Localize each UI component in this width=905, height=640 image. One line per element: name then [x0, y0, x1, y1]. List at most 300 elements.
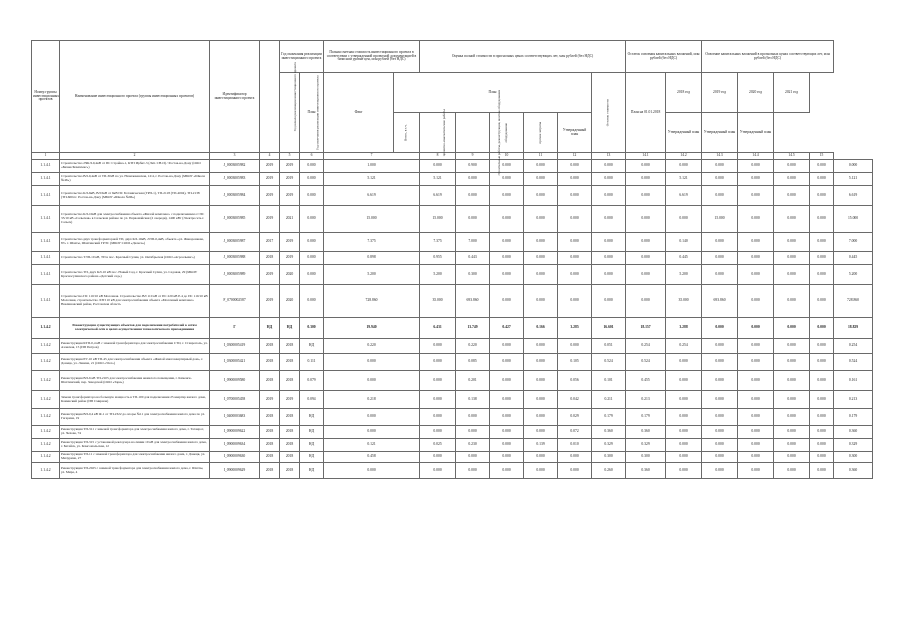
row-remain-value: 0.213 — [626, 391, 666, 409]
row-num: 1.1.4.2 — [32, 354, 60, 371]
row-remain-value: 0.000 — [774, 160, 810, 173]
row-remain-value: 0.000 — [702, 439, 738, 452]
row-remain-value: 0.000 — [626, 285, 666, 318]
row-remain-value: 0.360 — [626, 426, 666, 439]
row-remain-value: 18.157 — [626, 318, 666, 339]
row-remain-value: 0.000 — [702, 265, 738, 285]
row-cost-value: 0.201 — [456, 371, 490, 391]
table-row — [32, 186, 873, 206]
row-cost-value: 0.000 — [490, 463, 524, 479]
row-remain-value: 0.329 — [626, 439, 666, 452]
row-remain-value: 0.000 — [592, 265, 626, 285]
row-name: Строительство ПС 110/10 кВ Молочная. Строительство ВЛ 110 кВ от ПС 220 кВ Р-4 до ПС 110/10 кВ Молочная, строительство ЛЭП 10 кВ для электроснабжения объекта «Молочный комплекс» Неклиновский район, Ростовская область — [60, 285, 210, 318]
row-cost-value: 7.000 — [456, 233, 490, 252]
row-remain-value: 0.000 — [592, 285, 626, 318]
row-cost-value: 3.285 — [558, 318, 592, 339]
table-row — [32, 173, 873, 186]
row-name: Реконструкция существующих объектов для подключения потребителей к сетям электрической сети в целях осуществления технологического присоединения — [60, 318, 210, 339]
row-cost-value: 7.375 — [420, 233, 456, 252]
row-id: I_0900009630 — [210, 452, 260, 463]
row-remain-value: 0.000 — [702, 354, 738, 371]
row-num: 1.1.4.2 — [32, 409, 60, 426]
row-cost-value: 0.010 — [558, 439, 592, 452]
row-fact: 0.458 — [324, 452, 420, 463]
row-num: 1.1.4.1 — [32, 233, 60, 252]
row-end: 2021 — [280, 206, 300, 233]
row-id: J_0003005988 — [210, 252, 260, 265]
row-id: I_0900009622 — [210, 426, 260, 439]
row-fact: 19.940 — [324, 318, 420, 339]
row-end: 2020 — [280, 285, 300, 318]
row-remain-value: 0.179 — [626, 409, 666, 426]
row-cost-value: 0.000 — [456, 186, 490, 206]
row-remain-value: 15.000 — [834, 206, 873, 233]
col-y2021: 2021 год — [774, 73, 810, 113]
row-remain-value: 0.179 — [834, 409, 873, 426]
row-cost-value: 0.000 — [524, 339, 558, 354]
row-start: 2019 — [260, 285, 280, 318]
row-remain-value: 0.000 — [702, 233, 738, 252]
column-number: 6 — [300, 153, 324, 160]
row-name: Реконструкция ТП-2025 с заменой трансформатора для электроснабжения жилого дома, г. Шахты, ул. Мира, 4 — [60, 463, 210, 479]
row-cost-value: 0.000 — [490, 409, 524, 426]
row-start: 2018 — [260, 339, 280, 354]
column-number: 15 — [810, 153, 834, 160]
row-remain-value: 0.000 — [738, 186, 774, 206]
row-cost-value: 0.000 — [490, 339, 524, 354]
row-remain-value: 0.000 — [810, 463, 834, 479]
row-id: I_0900009629 — [210, 463, 260, 479]
row-end: 2018 — [280, 439, 300, 452]
row-cost-value: 0.000 — [420, 339, 456, 354]
column-number: 14.2 — [666, 153, 702, 160]
row-remain-value: 18.829 — [834, 318, 873, 339]
row-id: I_0900009580 — [210, 371, 260, 391]
row-remain-value: 0.000 — [666, 463, 702, 479]
row-remain-value: 0.000 — [774, 439, 810, 452]
col-plan: План — [300, 73, 324, 153]
table-row — [32, 318, 873, 339]
row-remain-value: 0.300 — [592, 452, 626, 463]
row-cost-value: 0.000 — [490, 160, 524, 173]
row-end: 2018 — [280, 426, 300, 439]
row-remain-value: 0.360 — [592, 426, 626, 439]
row-remain-value: 0.000 — [738, 339, 774, 354]
row-start: 2019 — [260, 186, 280, 206]
row-name: Замена трансформатора на большую мощность в ТП-100 для подключения 25 квартир жилого дома, Каменский район (ИП Смирнов) — [60, 391, 210, 409]
row-id: J_0003005983 — [210, 173, 260, 186]
row-fact: 0.220 — [324, 339, 420, 354]
col-remain-plan: План на 01.01.2018 — [626, 73, 666, 153]
row-remain-value: 0.000 — [774, 318, 810, 339]
row-cost-value: 0.000 — [524, 354, 558, 371]
row-plan: 0.300 — [300, 318, 324, 339]
row-cost-value: 0.000 — [558, 285, 592, 318]
row-remain-value: 0.000 — [738, 391, 774, 409]
row-name: Строительство КЛ-10кВ для электроснабжения объекта «Жилой комплекс» с подключением от ПС 35/10 кВ «Сальская» в Сальском районе по ул. Первомайская (2 очереди), 1400 кВт (Электросеть г. Сальск) — [60, 206, 210, 233]
row-remain-value: 0.000 — [738, 409, 774, 426]
row-cost-value: 5.200 — [420, 265, 456, 285]
row-cost-value: 0.000 — [558, 339, 592, 354]
row-cost-value: 0.000 — [524, 391, 558, 409]
row-remain-value: 0.000 — [702, 452, 738, 463]
column-number: 13 — [592, 153, 626, 160]
col-name: Наименование инвестиционного проекта (группы инвестиционных проектов) — [60, 41, 210, 153]
row-cost-value: 0.000 — [420, 160, 456, 173]
row-name: Строительство ТП, двух КЛ-10 кВ пос. Новый Сад, г. Красный Сулин, ул. Садовая, 29 (МКОУ Красносулинского района «Детский сад») — [60, 265, 210, 285]
row-num: 1.1.4.2 — [32, 452, 60, 463]
row-id: I_0700005458 — [210, 391, 260, 409]
table-row — [32, 439, 873, 452]
row-cost-value: 0.000 — [524, 426, 558, 439]
row-cost-value: 0.000 — [490, 186, 524, 206]
row-remain-value: 5.121 — [834, 173, 873, 186]
col-est-group: Оценка полной стоимости в прогнозных ценах соответствующих лет, млн рублей (без НДС) — [420, 41, 626, 73]
row-cost-value: 0.955 — [420, 252, 456, 265]
row-remain-value: 0.000 — [666, 391, 702, 409]
row-remain-value: 0.140 — [666, 233, 702, 252]
row-cost-value: 0.000 — [490, 285, 524, 318]
row-remain-value: 0.000 — [702, 426, 738, 439]
col-y2020: 2020 год — [738, 73, 774, 113]
row-cost-value: 0.085 — [456, 354, 490, 371]
row-remain-value: 0.360 — [834, 426, 873, 439]
col-approved-1: Утвержденный план — [558, 113, 592, 153]
row-cost-value: 0.000 — [524, 206, 558, 233]
row-remain-value: 0.000 — [666, 160, 702, 173]
row-remain-value: 0.000 — [702, 318, 738, 339]
row-remain-value: 0.000 — [738, 285, 774, 318]
row-remain-value: 35.000 — [666, 285, 702, 318]
row-remain-value: 0.000 — [738, 452, 774, 463]
row-cost-value: 0.000 — [558, 186, 592, 206]
row-fact: 1.000 — [324, 160, 420, 173]
table-row — [32, 463, 873, 479]
row-num: 1.1.4.2 — [32, 318, 60, 339]
row-cost-value: 0.000 — [524, 409, 558, 426]
row-remain-value: 0.000 — [810, 265, 834, 285]
row-cost-value: 0.000 — [558, 160, 592, 173]
row-cost-value: 0.166 — [524, 318, 558, 339]
row-remain-value: 0.329 — [592, 439, 626, 452]
row-cost-value: 693.860 — [456, 285, 490, 318]
row-start: 2019 — [260, 160, 280, 173]
row-num: 1.1.4.2 — [32, 426, 60, 439]
row-cost-value: 0.000 — [524, 173, 558, 186]
row-cost-value: 0.000 — [524, 285, 558, 318]
row-remain-value: 0.000 — [738, 463, 774, 479]
col-start: Год начала реализации инвестиционного проекта — [260, 41, 280, 153]
row-plan: 0.079 — [300, 371, 324, 391]
row-cost-value: 0.000 — [558, 233, 592, 252]
col-y2018: 2018 год — [666, 73, 702, 113]
row-id: J_0003005987 — [210, 233, 260, 252]
row-num: 1.1.4.1 — [32, 186, 60, 206]
row-cost-value: 0.000 — [490, 391, 524, 409]
row-remain-value: 16.601 — [592, 318, 626, 339]
row-end: 2018 — [280, 452, 300, 463]
row-fact: 0.121 — [324, 439, 420, 452]
row-remain-value: 0.000 — [666, 426, 702, 439]
row-remain-value: 0.000 — [774, 409, 810, 426]
row-plan: 0.000 — [300, 173, 324, 186]
row-cost-value: 0.300 — [456, 265, 490, 285]
row-end: 2018 — [280, 354, 300, 371]
row-remain-value: 0.000 — [702, 160, 738, 173]
row-remain-value: 0.000 — [810, 285, 834, 318]
row-cost-value: 0.000 — [420, 463, 456, 479]
row-cost-value: 0.139 — [524, 439, 558, 452]
row-start: 2019 — [260, 173, 280, 186]
row-cost-value: 0.000 — [524, 452, 558, 463]
row-cost-value: 0.443 — [456, 252, 490, 265]
row-plan: 0.111 — [300, 354, 324, 371]
row-remain-value: 0.000 — [702, 463, 738, 479]
col-plan-end-group: Год окончания реализации инвестиционного проекта — [280, 41, 324, 73]
row-fact: 0.000 — [324, 371, 420, 391]
row-cost-value: 0.000 — [456, 452, 490, 463]
row-remain-value: 0.000 — [774, 391, 810, 409]
col-end: Год окончания реализации инвестиционного проекта — [280, 73, 300, 153]
row-name: Реконструкция ВЛ-0,4 кВ Ф-1 от ТП-2322 до опоры №11 для электроснабжения жилого дома по ул. Гагарина, 19 — [60, 409, 210, 426]
table-row — [32, 285, 873, 318]
col-v-build: строительные работы, реконструкция, монтаж оборудования — [456, 113, 490, 153]
row-remain-value: 0.161 — [834, 371, 873, 391]
row-start: 2018 — [260, 371, 280, 391]
row-fact: 6.619 — [324, 186, 420, 206]
row-end: 2018 — [280, 409, 300, 426]
investment-table — [31, 40, 873, 479]
row-fact: 15.000 — [324, 206, 420, 233]
row-remain-value: 5.200 — [834, 265, 873, 285]
row-fact: 0.218 — [324, 391, 420, 409]
row-end: 2018 — [280, 371, 300, 391]
row-remain-value: 0.000 — [774, 252, 810, 265]
row-cost-value: 0.000 — [490, 452, 524, 463]
row-fact: 5.121 — [324, 173, 420, 186]
col-v-design: проектно-изыскательские работы — [420, 113, 456, 153]
row-cost-value: 0.000 — [524, 252, 558, 265]
row-fact: 728.860 — [324, 285, 420, 318]
row-cost-value: 0.025 — [420, 439, 456, 452]
column-number: 7 — [324, 153, 420, 160]
row-id: I_0900009634 — [210, 439, 260, 452]
row-fact: 0.898 — [324, 252, 420, 265]
col-fin-group: Освоение капитальных вложений в прогнозных ценах соответствующих лет, млн рублей (без НДС) — [702, 41, 834, 73]
row-remain-value: 0.000 — [810, 371, 834, 391]
row-remain-value: 0.000 — [592, 173, 626, 186]
row-name: Реконструкция КТП-0,4 кВ с заменой трансформатора для электроснабжения СТО, г. Ставрополь, ул. Азовская, 15 (ИП Петров) — [60, 339, 210, 354]
row-num: 1.1.4.1 — [32, 173, 60, 186]
row-remain-value: 0.000 — [774, 186, 810, 206]
row-start: 2018 — [260, 439, 280, 452]
row-remain-value: 6.619 — [834, 186, 873, 206]
row-remain-value: 0.455 — [626, 371, 666, 391]
row-remain-value: 0.000 — [626, 252, 666, 265]
row-cost-value: 0.000 — [524, 160, 558, 173]
row-remain-value: 0.000 — [702, 173, 738, 186]
row-num: 1.1.4.2 — [32, 371, 60, 391]
row-remain-value: 0.000 — [702, 409, 738, 426]
row-cost-value: 0.000 — [524, 463, 558, 479]
col-approved-3: Утвержденный план — [702, 113, 738, 153]
col-v-equip: оборудование — [490, 113, 524, 153]
row-cost-value: 0.000 — [490, 252, 524, 265]
table-row — [32, 233, 873, 252]
row-fact: 0.000 — [324, 409, 420, 426]
table-row — [32, 354, 873, 371]
col-remain-group: Остаток освоения капитальных вложений, млн рублей (без НДС) — [626, 41, 702, 73]
row-cost-value: 0.000 — [420, 354, 456, 371]
row-remain-value: 0.000 — [702, 252, 738, 265]
row-fact: 7.375 — [324, 233, 420, 252]
row-remain-value: 0.000 — [626, 160, 666, 173]
row-cost-value: 0.000 — [524, 371, 558, 391]
row-cost-value: 0.000 — [456, 463, 490, 479]
row-remain-value: 0.000 — [774, 265, 810, 285]
row-start: 2017 — [260, 233, 280, 252]
row-cost-value: 0.900 — [456, 160, 490, 173]
row-start: 2018 — [260, 354, 280, 371]
table-row — [32, 452, 873, 463]
row-remain-value: 0.000 — [666, 354, 702, 371]
row-end: 2018 — [280, 463, 300, 479]
row-remain-value: 5.200 — [666, 265, 702, 285]
row-cost-value: 0.220 — [456, 339, 490, 354]
row-remain-value: 0.000 — [738, 160, 774, 173]
row-remain-value: 0.300 — [626, 452, 666, 463]
row-remain-value: 0.000 — [592, 206, 626, 233]
row-remain-value: 0.000 — [702, 391, 738, 409]
col-cost-group: Полная сметная стоимость инвестиционного проекта в соответствии с утвержденной проектной документацией в базисном уровне цен, млн рублей (без НДС) — [324, 41, 420, 73]
row-id: J_0003005984 — [210, 186, 260, 206]
col-approved-2: Утвержденный план — [666, 113, 702, 153]
row-end: НД — [280, 318, 300, 339]
row-cost-value: 15.000 — [420, 206, 456, 233]
row-remain-value: 7.000 — [834, 233, 873, 252]
row-cost-value: 0.000 — [456, 173, 490, 186]
row-remain-value: 0.445 — [666, 252, 702, 265]
row-name: Строительство ТЭП-10 кВ, ТП в пос. Красный Сулин, ул. Октябрьская (ООО «Агроальянс») — [60, 252, 210, 265]
row-remain-value: 0.524 — [592, 354, 626, 371]
table-row — [32, 426, 873, 439]
row-remain-value: 0.000 — [592, 160, 626, 173]
row-end: 2019 — [280, 252, 300, 265]
row-id: Г — [210, 318, 260, 339]
row-remain-value: 0.000 — [810, 354, 834, 371]
row-name: Реконструкция ТП-315 с установкой реклоузера на линии 10 кВ для электроснабжения жилого дома, г. Батайск, ул. Комсомольская, 12 — [60, 439, 210, 452]
row-remain-value: 0.000 — [810, 339, 834, 354]
row-remain-value: 0.000 — [774, 426, 810, 439]
row-remain-value: 6.619 — [666, 186, 702, 206]
row-num: 1.1.4.1 — [32, 206, 60, 233]
row-start: 2018 — [260, 252, 280, 265]
row-remain-value: 0.000 — [666, 452, 702, 463]
row-cost-value: 0.000 — [490, 265, 524, 285]
row-name: Строительство двух трансформаторной ТП, двух КЛ-10кВ, ЛЭП-0,4кВ, объекта «ул. Жаворонкова, 87» г. Шахты, Шахтинский ГРЭС (МБОУ СОШ «Дельта») — [60, 233, 210, 252]
row-plan: НД — [300, 463, 324, 479]
row-cost-value: 0.000 — [558, 252, 592, 265]
row-plan: НД — [300, 439, 324, 452]
row-remain-value: 0.000 — [810, 391, 834, 409]
row-remain-value: 0.000 — [774, 339, 810, 354]
col-remain: Остаток стоимости — [592, 73, 626, 153]
row-cost-value: 6.619 — [420, 186, 456, 206]
row-id: J_0003005985 — [210, 206, 260, 233]
row-cost-value: 0.000 — [524, 186, 558, 206]
row-remain-value: 693.860 — [702, 285, 738, 318]
table-row — [32, 265, 873, 285]
row-cost-value: 0.000 — [456, 206, 490, 233]
row-cost-value: 0.029 — [558, 409, 592, 426]
column-number: 9 — [456, 153, 490, 160]
row-plan: 0.094 — [300, 391, 324, 409]
col-est-plan: План — [394, 73, 592, 113]
row-plan: 0.000 — [300, 252, 324, 265]
row-remain-value: 0.000 — [810, 318, 834, 339]
row-cost-value: 35.000 — [420, 285, 456, 318]
col-v-other: прочие затраты — [524, 113, 558, 153]
row-remain-value: 0.000 — [738, 173, 774, 186]
col-v-total: Всего, в т.ч. — [394, 113, 420, 153]
row-num: 1.1.4.1 — [32, 265, 60, 285]
row-cost-value: 0.000 — [558, 452, 592, 463]
row-remain-value: 0.000 — [810, 186, 834, 206]
row-remain-value: 0.000 — [666, 409, 702, 426]
row-cost-value: 0.000 — [456, 409, 490, 426]
row-plan: НД — [300, 452, 324, 463]
row-remain-value: 0.000 — [810, 233, 834, 252]
row-plan: НД — [300, 339, 324, 354]
row-cost-value: 0.000 — [490, 233, 524, 252]
row-remain-value: 0.000 — [810, 452, 834, 463]
row-cost-value: 0.000 — [558, 463, 592, 479]
row-start: 2019 — [260, 206, 280, 233]
row-remain-value: 0.000 — [626, 265, 666, 285]
row-remain-value: 0.000 — [702, 371, 738, 391]
row-remain-value: 0.260 — [592, 463, 626, 479]
row-remain-value: 0.000 — [810, 173, 834, 186]
row-fact: 0.000 — [324, 354, 420, 371]
row-cost-value: 0.000 — [490, 426, 524, 439]
row-remain-value: 0.254 — [626, 339, 666, 354]
row-remain-value: 0.524 — [834, 354, 873, 371]
row-remain-value: 0.000 — [702, 339, 738, 354]
row-cost-value: 0.000 — [420, 371, 456, 391]
row-cost-value: 6.431 — [420, 318, 456, 339]
row-remain-value: 0.000 — [810, 439, 834, 452]
row-remain-value: 0.000 — [774, 371, 810, 391]
row-remain-value: 15.000 — [702, 206, 738, 233]
row-num: 1.1.4.1 — [32, 285, 60, 318]
row-end: 2019 — [280, 173, 300, 186]
row-plan: НД — [300, 426, 324, 439]
row-num: 1.1.4.1 — [32, 252, 60, 265]
row-cost-value: 0.000 — [420, 426, 456, 439]
row-remain-value: 0.000 — [774, 173, 810, 186]
row-remain-value: 0.000 — [626, 206, 666, 233]
row-remain-value: 0.000 — [626, 186, 666, 206]
row-num: 1.1.4.1 — [32, 160, 60, 173]
row-cost-value: 0.000 — [490, 354, 524, 371]
row-remain-value: 0.000 — [702, 186, 738, 206]
row-remain-value: 0.213 — [834, 391, 873, 409]
row-remain-value: 0.000 — [738, 371, 774, 391]
row-cost-value: 0.427 — [490, 318, 524, 339]
row-cost-value: 0.000 — [420, 409, 456, 426]
row-remain-value: 0.000 — [810, 160, 834, 173]
column-number: 1 — [32, 153, 60, 160]
